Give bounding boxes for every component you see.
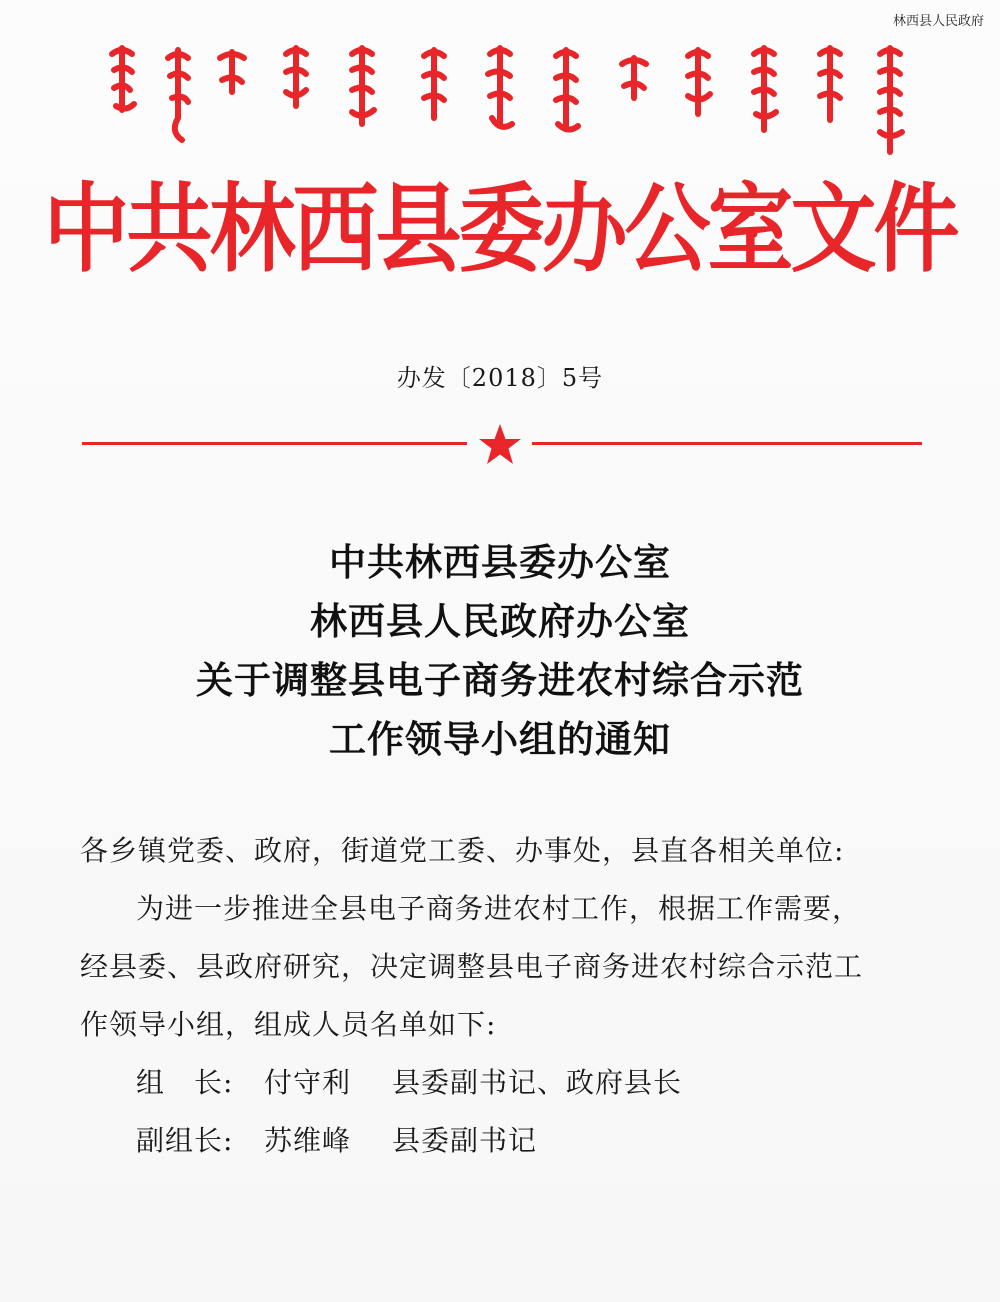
member-position: 县委副书记 (392, 1124, 538, 1157)
notice-title (0, 533, 1000, 769)
notice-title-line: 关于调整县电子商务进农村综合示范 (196, 658, 804, 702)
notice-title-line: 工作领导小组的通知 (329, 717, 671, 761)
notice-title-line: 林西县人民政府办公室 (310, 599, 690, 643)
mongolian-script-header-icon (100, 40, 910, 160)
notice-title-line: 中共林西县委办公室 (329, 540, 671, 584)
salutation: 各乡镇党委、政府，街道党工委、办事处，县直各相关单位: (80, 834, 845, 867)
paragraph-line: 作领导小组，组成人员名单如下: (80, 1008, 497, 1041)
watermark-text: 林西县人民政府 (892, 14, 984, 29)
member-name: 付守利 (264, 1066, 352, 1099)
member-name: 苏维峰 (264, 1124, 352, 1157)
paragraph-line: 为进一步推进全县电子商务进农村工作，根据工作需要， (136, 892, 862, 925)
document-header-title: 中共林西县委办公室文件 (43, 174, 957, 286)
paragraph-line: 经县委、县政府研究，决定调整县电子商务进农村综合示范工 (80, 950, 864, 983)
member-role: 副组长: (136, 1124, 234, 1157)
member-row (80, 1112, 940, 1170)
red-star-icon (477, 422, 523, 468)
member-position: 县委副书记、政府县长 (392, 1066, 683, 1099)
member-row (80, 1054, 940, 1112)
divider-line-left (82, 442, 467, 445)
notice-body (80, 822, 940, 1170)
member-role: 组 长: (136, 1066, 234, 1099)
divider-line-right (532, 442, 922, 445)
document-number: 办发〔2018〕5号 (396, 364, 604, 392)
red-divider (82, 420, 922, 470)
